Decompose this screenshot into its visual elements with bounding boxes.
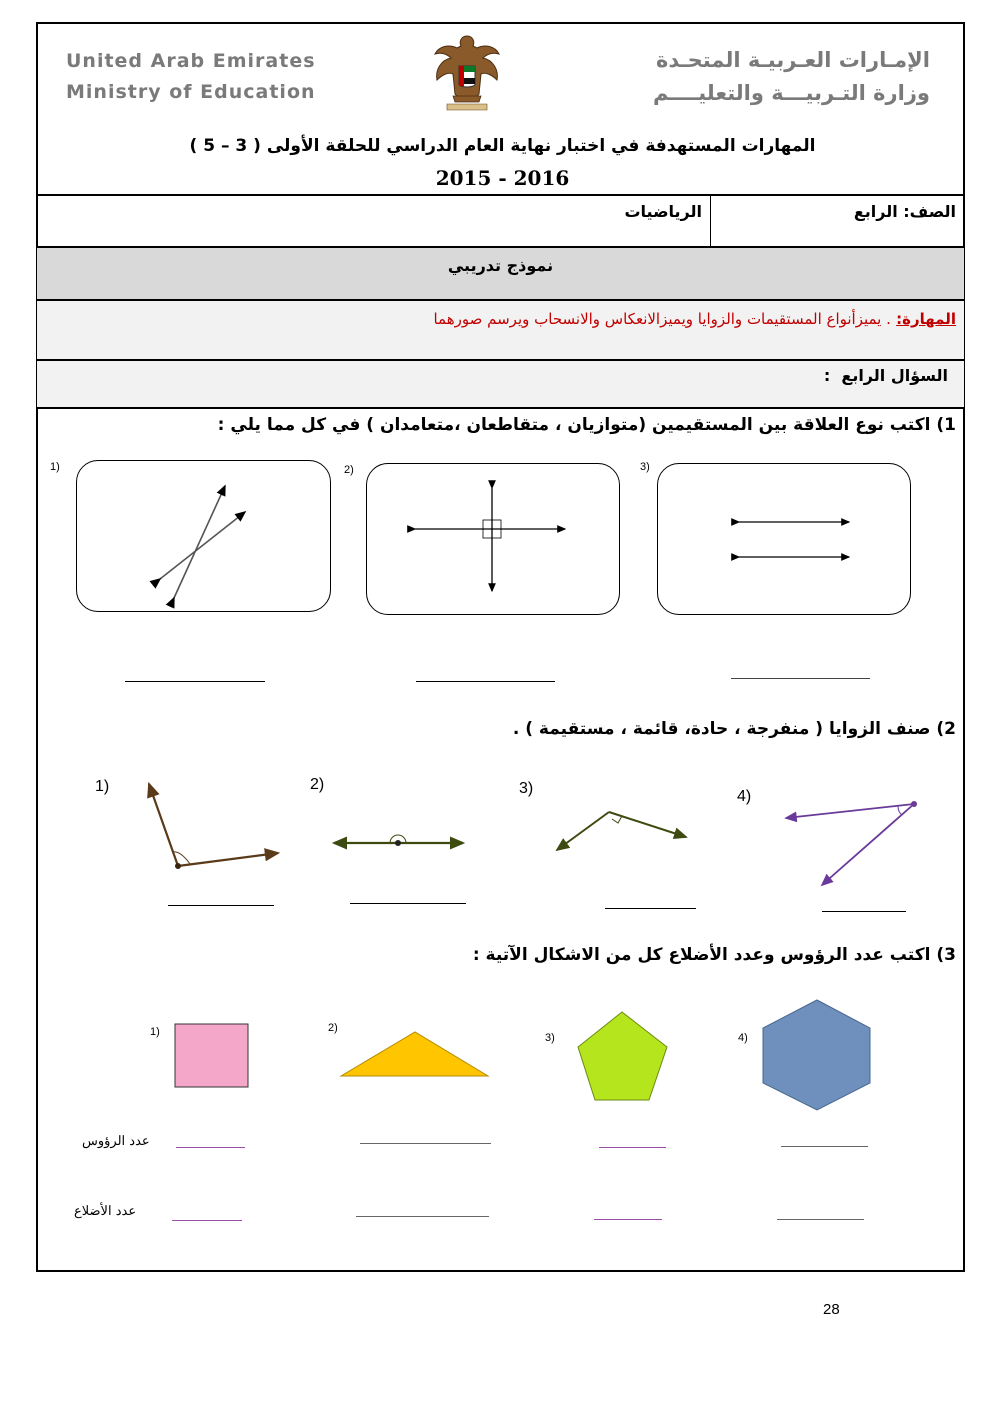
q1-item-2-number: 2) (344, 464, 354, 476)
square-shape (175, 1024, 248, 1087)
grade-label: الصف: الرابع (853, 202, 956, 221)
q3-item-3-number: 3) (545, 1032, 555, 1044)
q2-angle-1-ray-a (149, 784, 178, 866)
q2-angle-2-vertex (395, 840, 401, 846)
school-year: 2015 - 2016 (435, 166, 570, 190)
q1-line-intersecting-a (174, 486, 225, 598)
page-number: 28 (823, 1301, 840, 1318)
question-label: السؤال الرابع : (823, 366, 948, 385)
ar-line-2: وزارة التـربيـــة والتعليــــم (653, 81, 930, 105)
q1-item-1-number: 1) (50, 461, 60, 473)
q2-angle-1-ray-b (178, 853, 278, 866)
q3-item-1-number: 1) (150, 1026, 160, 1038)
q2-angle-3-ray-a (557, 812, 609, 850)
q3-item-4-number: 4) (738, 1032, 748, 1044)
en-line-2: Ministry of Education (66, 81, 316, 103)
hexagon-shape (763, 1000, 870, 1110)
q1-item-3-number: 3) (640, 461, 650, 473)
skill-label: المهارة: (896, 310, 956, 328)
page-title: المهارات المستهدفة في اختبار نهاية العام الدراسي للحلقة الأولى ( 3 – 5 ) (189, 136, 816, 156)
q1-line-intersecting-b (160, 512, 245, 579)
q2-item-1-number: 1) (95, 778, 110, 795)
q2-angle-3-right-mark (612, 816, 622, 823)
q1-text: 1) اكتب نوع العلاقة بين المستقيمين (متوازيان ، متقاطعان ،متعامدان ) في كل مما يلي : (217, 415, 956, 435)
q2-item-4-number: 4) (737, 788, 752, 805)
model-label: نموذج تدريبي (447, 256, 554, 275)
q2-text: 2) صنف الزوايا ( منفرجة ، حادة، قائمة ، مستقيمة ) . (512, 719, 956, 739)
q3-item-2-number: 2) (328, 1022, 338, 1034)
q2-angle-4-vertex (911, 801, 917, 807)
vertices-label: عدد الرؤوس (82, 1134, 150, 1149)
q2-item-3-number: 3) (519, 780, 534, 797)
q2-angle-3-ray-b (609, 812, 686, 837)
q3-text: 3) اكتب عدد الرؤوس وعدد الأضلاع كل من الاشكال الآتية : (472, 945, 956, 965)
q2-angle-4-arc (898, 806, 902, 815)
triangle-shape (341, 1032, 488, 1076)
sides-label: عدد الأضلاع (74, 1204, 137, 1219)
pentagon-shape (578, 1012, 667, 1100)
ar-line-1: الإمـارات العـربيـة المتحـدة (655, 48, 930, 72)
en-line-1: United Arab Emirates (66, 50, 316, 72)
q2-angle-4-ray-a (786, 804, 914, 818)
skill-text: . يميزأنواع المستقيمات والزوايا ويميزالانعكاس والانسحاب ويرسم صورهما (433, 310, 891, 328)
q2-angle-4-ray-b (822, 804, 914, 885)
q2-angle-1-vertex (175, 863, 181, 869)
q2-item-2-number: 2) (310, 776, 325, 793)
subject-label: الرياضيات (624, 202, 702, 221)
